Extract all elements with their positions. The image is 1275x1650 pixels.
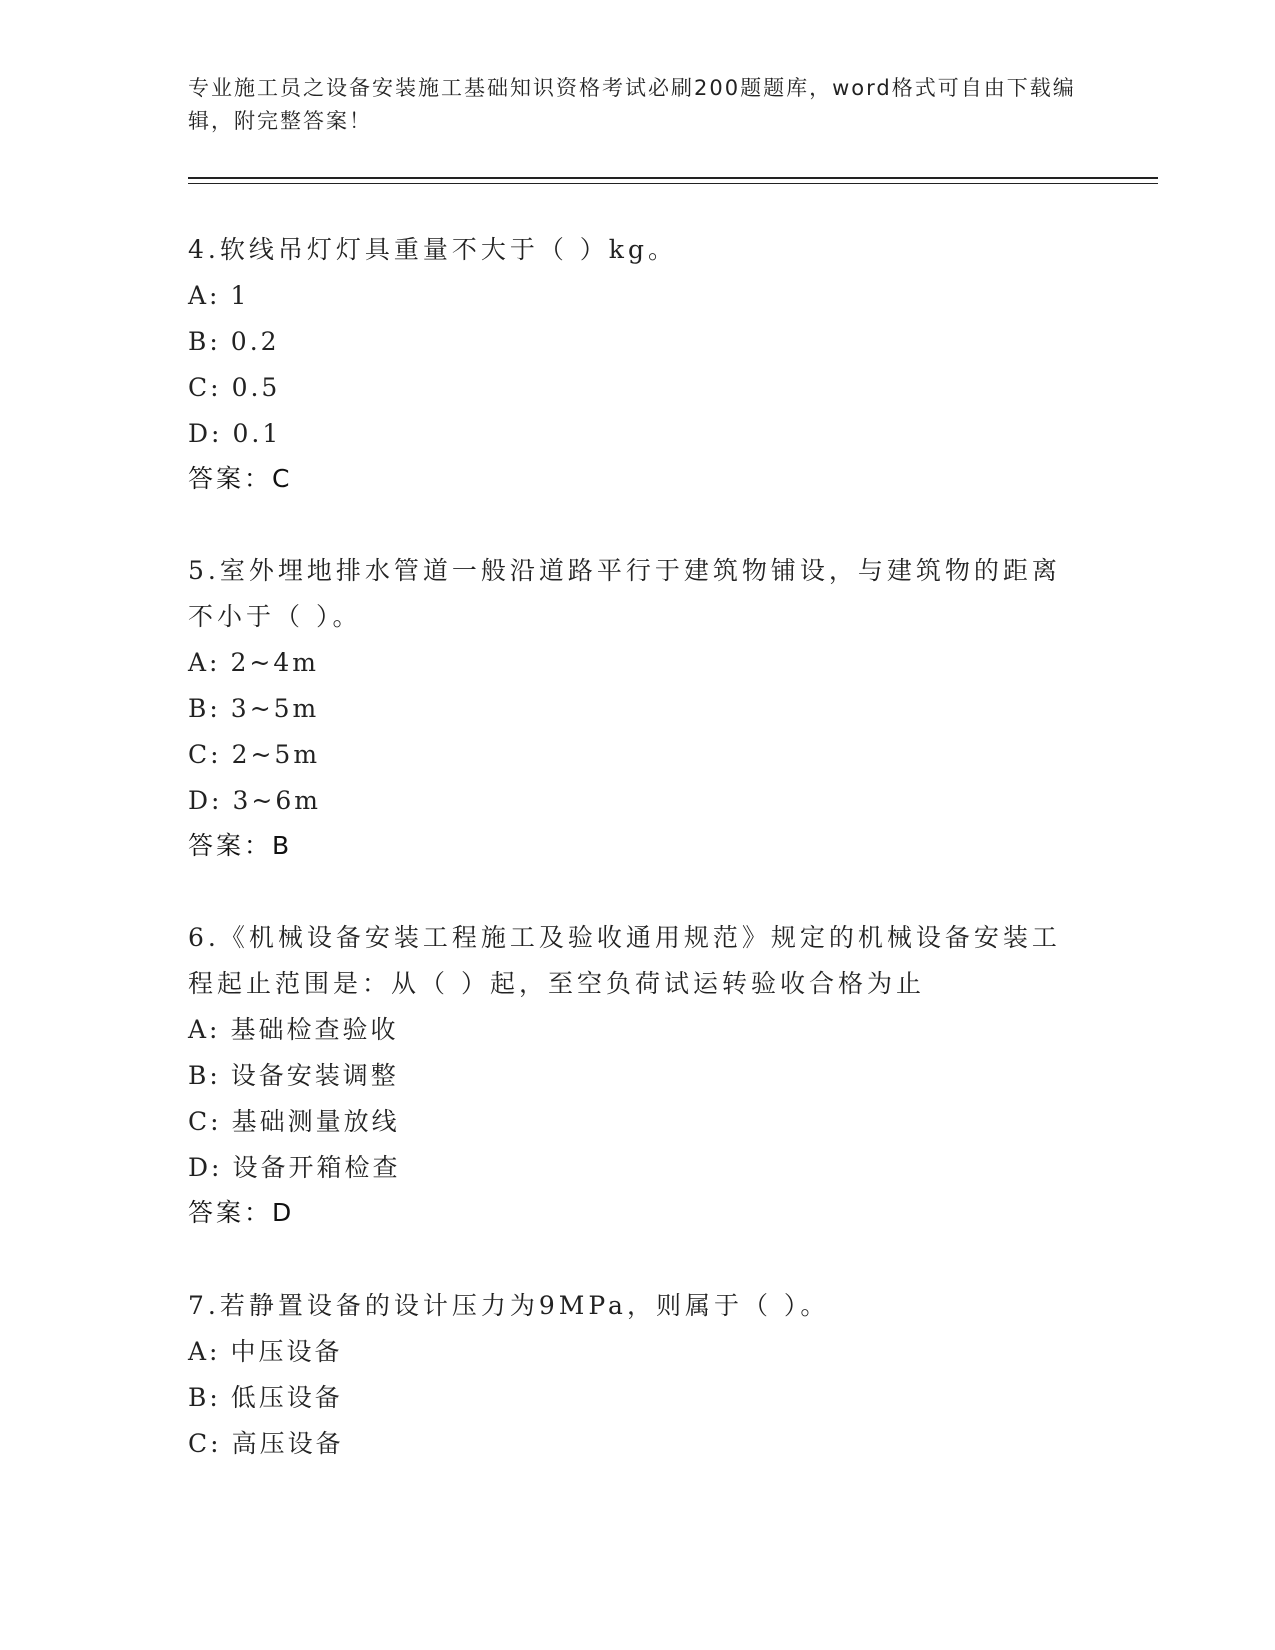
- option-d: [188, 1145, 1068, 1191]
- question-stem: 6.《机械设备安装工程施工及验收通用规范》规定的机械设备安装工程起止范围是：从（ ）起，至空负荷试运转验收合格为止: [188, 923, 1061, 998]
- option-c: [188, 1099, 1068, 1145]
- option-text: 0.1: [232, 419, 282, 448]
- option-key: C:: [188, 1429, 222, 1458]
- option-b: [188, 319, 1068, 365]
- option-text: 1: [230, 281, 250, 310]
- option-text: 中压设备: [230, 1337, 343, 1366]
- option-text: 3~5m: [230, 694, 320, 723]
- option-text: 基础检查验收: [230, 1015, 399, 1044]
- option-text: 2~5m: [231, 740, 321, 769]
- question-7: [188, 1283, 1068, 1467]
- question-4: [188, 227, 1068, 501]
- option-a: [188, 640, 1068, 686]
- option-text: 低压设备: [230, 1383, 343, 1412]
- answer-line: 答案：B: [188, 831, 293, 860]
- option-b: [188, 686, 1068, 732]
- question-5: [188, 548, 1068, 868]
- option-key: D:: [188, 1153, 223, 1182]
- option-key: A:: [188, 648, 221, 677]
- option-key: A:: [188, 1337, 221, 1366]
- header-divider-thick: [188, 177, 1158, 179]
- option-b: [188, 1375, 1068, 1421]
- answer-line: 答案：C: [188, 464, 293, 493]
- option-text: 高压设备: [231, 1429, 344, 1458]
- option-c: [188, 365, 1068, 411]
- option-a: [188, 273, 1068, 319]
- option-text: 0.2: [230, 327, 280, 356]
- option-text: 基础测量放线: [231, 1107, 400, 1136]
- question-6: [188, 915, 1068, 1235]
- question-stem: 5.室外埋地排水管道一般沿道路平行于建筑物铺设，与建筑物的距离不小于（ ）。: [188, 556, 1061, 631]
- option-key: A:: [188, 281, 221, 310]
- answer-line: 答案：D: [188, 1198, 295, 1227]
- option-c: [188, 732, 1068, 778]
- option-text: 设备开箱检查: [232, 1153, 401, 1182]
- option-b: [188, 1053, 1068, 1099]
- option-key: C:: [188, 1107, 222, 1136]
- option-key: A:: [188, 1015, 221, 1044]
- question-stem: 7.若静置设备的设计压力为9MPa，则属于（ ）。: [188, 1291, 830, 1320]
- option-d: [188, 778, 1068, 824]
- option-key: D:: [188, 786, 223, 815]
- option-a: [188, 1329, 1068, 1375]
- question-stem: 4.软线吊灯灯具重量不大于（ ）kg。: [188, 235, 677, 264]
- option-key: B:: [188, 1061, 221, 1090]
- document-header: 专业施工员之设备安装施工基础知识资格考试必刷200题题库，word格式可自由下载编辑，附完整答案！: [188, 76, 1076, 133]
- option-key: B:: [188, 1383, 221, 1412]
- option-key: D:: [188, 419, 223, 448]
- option-c: [188, 1421, 1068, 1467]
- option-text: 0.5: [231, 373, 281, 402]
- option-key: B:: [188, 327, 221, 356]
- option-text: 2~4m: [230, 648, 319, 677]
- option-d: [188, 411, 1068, 457]
- option-text: 设备安装调整: [230, 1061, 399, 1090]
- option-text: 3~6m: [232, 786, 321, 815]
- option-a: [188, 1007, 1068, 1053]
- header-divider-thin: [188, 183, 1158, 184]
- option-key: B:: [188, 694, 221, 723]
- option-key: C:: [188, 373, 222, 402]
- option-key: C:: [188, 740, 222, 769]
